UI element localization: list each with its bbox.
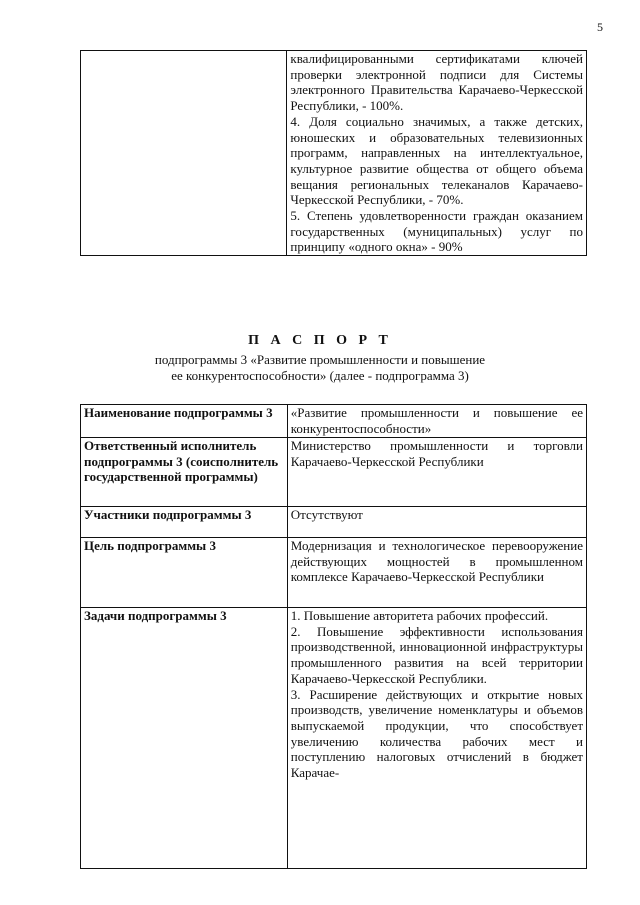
row-value — [287, 438, 586, 507]
subtitle-line: подпрограммы 3 «Развитие промышленности и повышение — [154, 352, 486, 367]
row-value — [287, 608, 586, 869]
value-text: «Развитие промышленности и повышение ее конкурентоспособности» — [290, 405, 583, 436]
indicators-cell — [287, 51, 587, 256]
value-text: Министерство промышленности и торговли Карачаево-Черкесской Республики — [290, 438, 583, 469]
table-row — [81, 608, 587, 869]
task-item: 3. Расширение действующих и открытие новых производств, увеличение номенклатуры и объемов выпускаемой продукции, что способствует увеличению количества рабочих мест и поступлению налоговых отчислений в бюджет Карачае- — [290, 686, 583, 781]
row-value — [287, 405, 586, 438]
empty-left-cell — [81, 51, 287, 256]
indicator-paragraph: 5. Степень удовлетворенности граждан оказанием государственных (муниципальных) услуг по принципу «одного окна» - 90% — [290, 208, 583, 255]
label-text: Цель подпрограммы 3 — [84, 538, 216, 553]
row-label — [81, 608, 288, 869]
label-text: Задачи подпрограммы 3 — [84, 608, 227, 623]
label-text: Участники подпрограммы 3 — [84, 507, 252, 522]
passport-title: П А С П О Р Т — [248, 333, 392, 348]
row-value — [287, 538, 586, 608]
row-label — [81, 538, 288, 608]
row-label — [81, 405, 288, 438]
page-number: 5 — [597, 20, 603, 34]
table-row — [81, 51, 587, 256]
indicator-paragraph: квалифицированными сертификатами ключей проверки электронной подписи для Системы электронного Правительства Карачаево-Черкесской Республики, - 100%. — [290, 51, 583, 114]
table-row — [81, 438, 587, 507]
subtitle-line: ее конкурентоспособности» (далее - подпрограмма 3) — [171, 368, 469, 383]
passport-table — [80, 404, 587, 869]
table-row — [81, 507, 587, 538]
indicator-paragraph: 4. Доля социально значимых, а также детских, юношеских и образовательных телевизионных программ, направленных на интеллектуальное, культурное развитие общества от общего объема вещания региональных телеканалов Карачаево-Черкесской Республики, - 70%. — [290, 113, 583, 208]
table-row — [81, 538, 587, 608]
continuation-table — [80, 50, 587, 256]
label-text: Ответственный исполнитель подпрограммы 3 (соисполнитель государственной программы) — [84, 438, 279, 485]
label-text: Наименование подпрограммы 3 — [84, 405, 273, 420]
task-item: 1. Повышение авторитета рабочих профессий. — [290, 608, 549, 623]
value-text: Модернизация и технологическое перевооружение действующих мощностей в промышленном комплексе Карачаево-Черкесской Республики — [290, 538, 583, 585]
task-item: 2. Повышение эффективности использования производственной, инновационной инфраструктуры промышленного развития на всей территории Карачаево-Черкесской Республики. — [290, 623, 583, 686]
table-row — [81, 405, 587, 438]
value-text: Отсутствуют — [290, 507, 363, 522]
row-label — [81, 507, 288, 538]
passport-subtitle — [120, 352, 520, 384]
row-value — [287, 507, 586, 538]
row-label — [81, 438, 288, 507]
